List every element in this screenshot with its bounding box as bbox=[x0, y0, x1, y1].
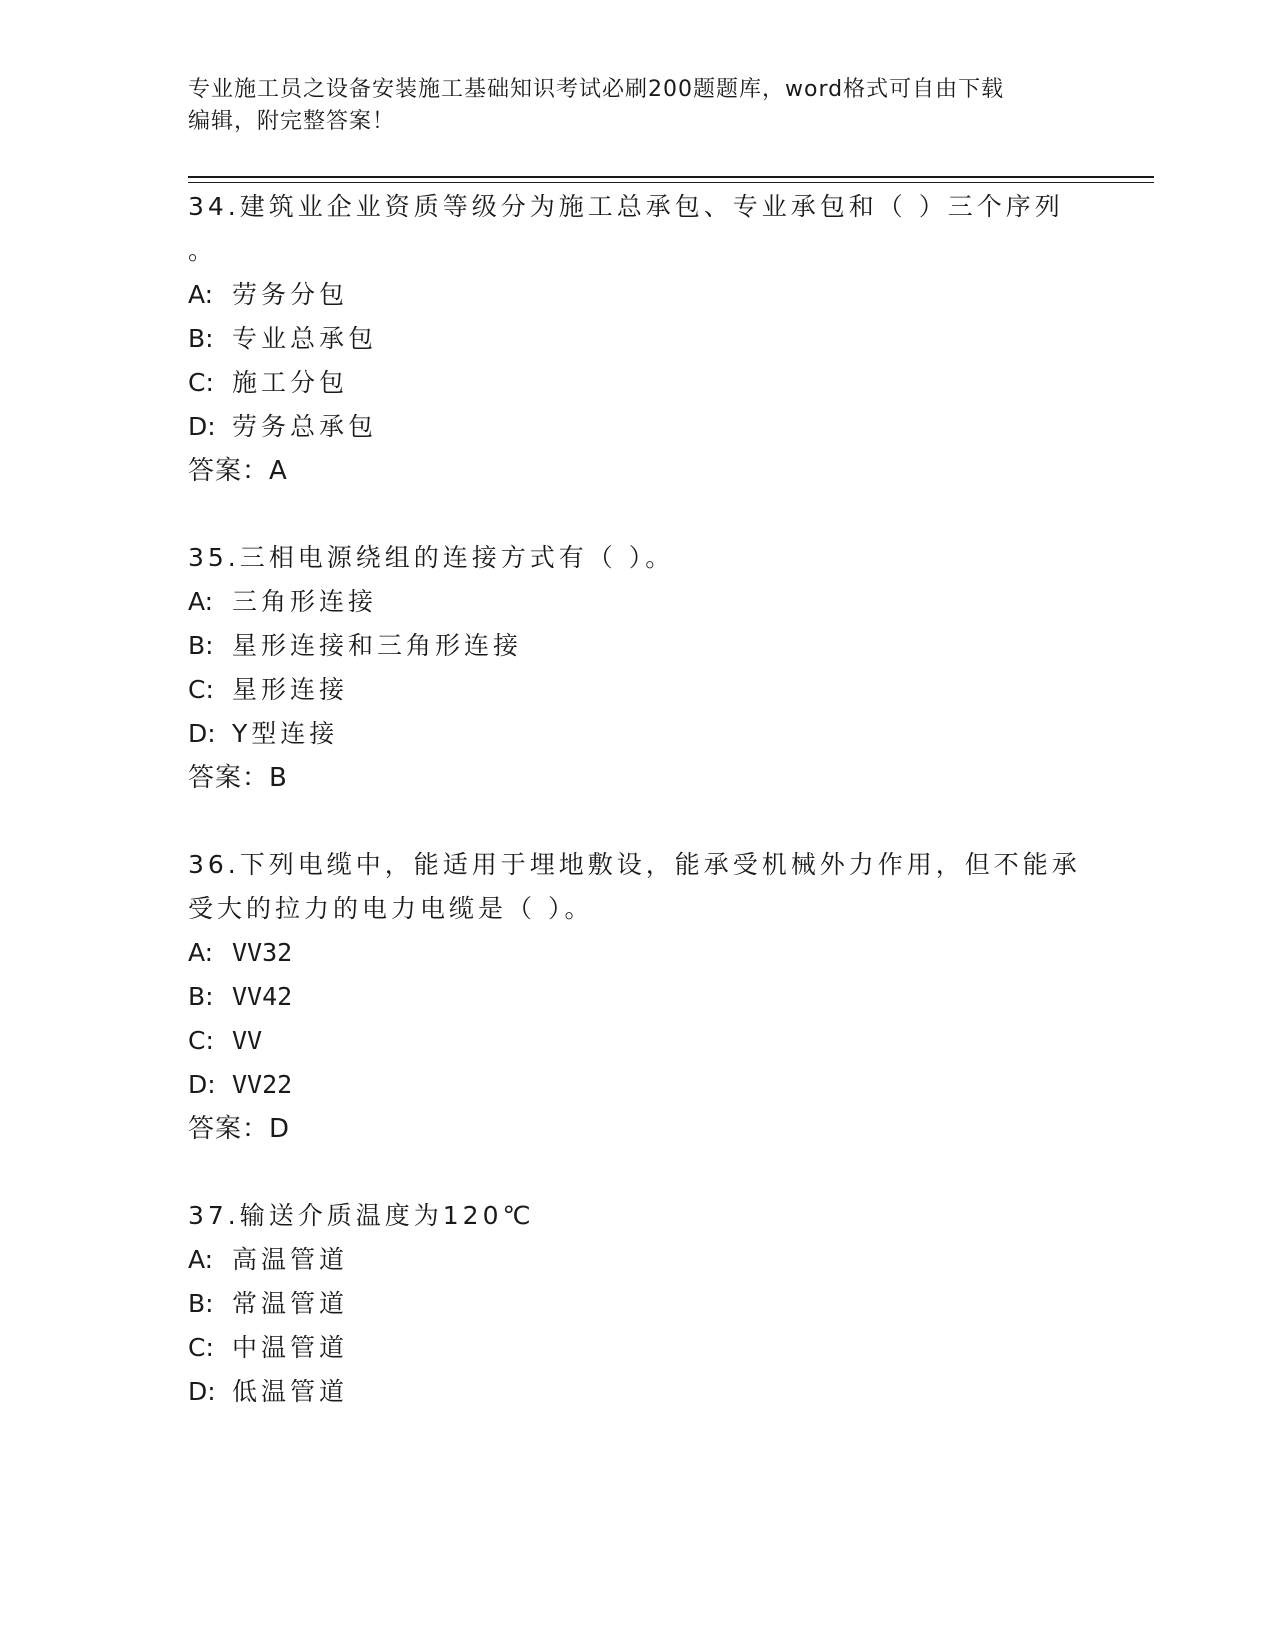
question-36-option-d bbox=[188, 1068, 292, 1102]
option-text: 星形连接 bbox=[232, 675, 349, 704]
question-36-option-c bbox=[188, 1024, 262, 1058]
option-text: 劳务分包 bbox=[232, 280, 349, 309]
question-37-option-a bbox=[188, 1243, 348, 1277]
option-label: D: bbox=[188, 1070, 216, 1099]
question-34-option-d bbox=[188, 410, 377, 444]
option-text: 施工分包 bbox=[232, 368, 349, 397]
option-text: 低温管道 bbox=[232, 1377, 349, 1406]
question-35-stem-line-1: 35.三相电源绕组的连接方式有（ ）。 bbox=[188, 543, 675, 572]
option-text: 三角形连接 bbox=[232, 587, 378, 616]
header-divider-thin bbox=[188, 182, 1154, 183]
question-34-answer: 答案：A bbox=[188, 456, 288, 486]
option-text: VV32 bbox=[232, 938, 293, 967]
option-text: 常温管道 bbox=[232, 1289, 349, 1318]
option-text: Y型连接 bbox=[232, 719, 339, 748]
question-36-answer: 答案：D bbox=[188, 1114, 291, 1144]
option-text: VV42 bbox=[232, 982, 293, 1011]
option-label: B: bbox=[188, 324, 214, 353]
option-label: A: bbox=[188, 587, 214, 616]
question-34-stem-line-2: 。 bbox=[188, 236, 218, 265]
option-label: B: bbox=[188, 1289, 214, 1318]
question-35-option-b bbox=[188, 629, 522, 663]
option-label: C: bbox=[188, 1026, 214, 1055]
question-36-option-b bbox=[188, 980, 292, 1014]
option-text: 星形连接和三角形连接 bbox=[232, 631, 523, 660]
option-text: 劳务总承包 bbox=[232, 412, 378, 441]
question-37-option-c bbox=[188, 1331, 348, 1365]
option-text: VV22 bbox=[232, 1070, 293, 1099]
question-37-stem-line-1: 37.输送介质温度为120℃ bbox=[188, 1201, 535, 1230]
header-line-2: 编辑，附完整答案！ bbox=[188, 109, 396, 134]
option-label: A: bbox=[188, 280, 214, 309]
question-34-option-c bbox=[188, 366, 348, 400]
option-text: VV bbox=[232, 1026, 263, 1055]
option-label: C: bbox=[188, 1333, 214, 1362]
question-34-stem-line-1: 34.建筑业企业资质等级分为施工总承包、专业承包和（ ）三个序列 bbox=[188, 192, 1064, 221]
document-header bbox=[188, 74, 1088, 138]
question-35-option-d bbox=[188, 717, 338, 751]
question-37-option-d bbox=[188, 1375, 348, 1409]
option-label: A: bbox=[188, 1245, 214, 1274]
option-label: C: bbox=[188, 675, 214, 704]
question-36-option-a bbox=[188, 936, 292, 970]
option-label: D: bbox=[188, 719, 216, 748]
question-35-option-c bbox=[188, 673, 348, 707]
option-label: C: bbox=[188, 368, 214, 397]
question-35-option-a bbox=[188, 585, 377, 619]
option-text: 中温管道 bbox=[232, 1333, 349, 1362]
option-text: 专业总承包 bbox=[232, 324, 378, 353]
question-34-option-a bbox=[188, 278, 348, 312]
option-text: 高温管道 bbox=[232, 1245, 349, 1274]
question-34-option-b bbox=[188, 322, 377, 356]
question-36-stem-line-1: 36.下列电缆中，能适用于埋地敷设，能承受机械外力作用，但不能承 bbox=[188, 850, 1081, 879]
question-37-option-b bbox=[188, 1287, 348, 1321]
option-label: D: bbox=[188, 412, 216, 441]
option-label: D: bbox=[188, 1377, 216, 1406]
question-36-stem-line-2: 受大的拉力的电力电缆是（ ）。 bbox=[188, 894, 594, 923]
header-divider-thick bbox=[188, 176, 1154, 178]
option-label: B: bbox=[188, 982, 214, 1011]
header-line-1: 专业施工员之设备安装施工基础知识考试必刷200题题库，word格式可自由下载 bbox=[188, 77, 1005, 102]
question-35-answer: 答案：B bbox=[188, 763, 288, 793]
option-label: A: bbox=[188, 938, 214, 967]
option-label: B: bbox=[188, 631, 214, 660]
